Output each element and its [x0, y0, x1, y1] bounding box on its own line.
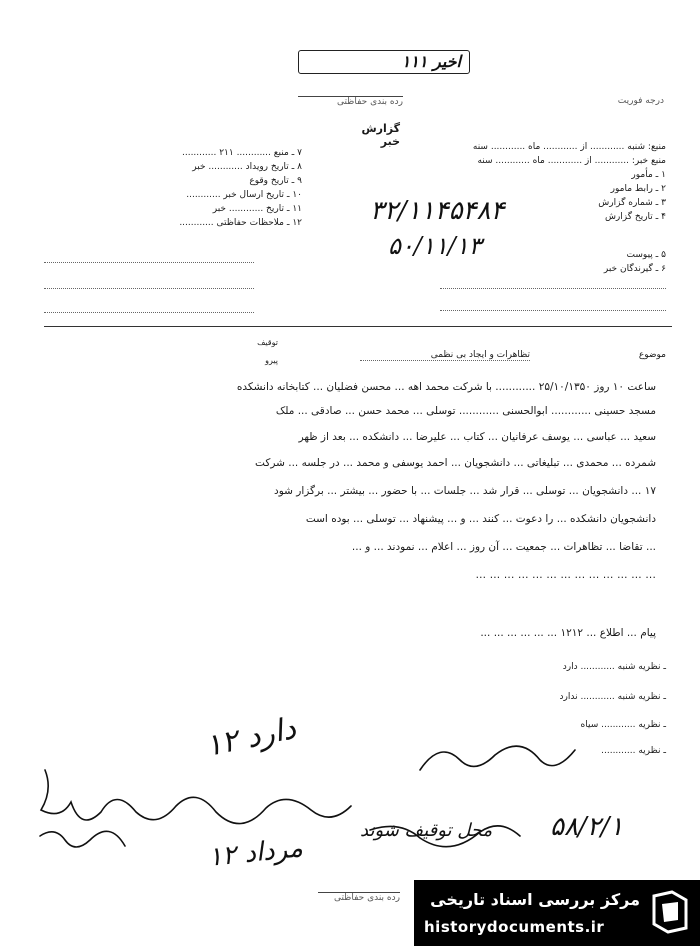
field-left-9: ۹ ـ تاریخ وقوع [249, 176, 302, 186]
field-right-6: ۴ ـ تاریخ گزارش [604, 212, 666, 222]
watermark-block [414, 880, 700, 946]
body-line-5: ۱۷ ... دانشجویان ... توسلی ... قرار شد ... جلسات ... با حضور ... بیشتر ... برگزار شود [274, 485, 656, 497]
scribble-left-margin-2 [40, 831, 125, 847]
field-left-11: ۱۱ ـ تاریخ ............ خبر [212, 204, 302, 214]
body-line-9: پیام ... اطلاع ... ۱۲۱۲ ... ... ... ... ... ... [480, 627, 656, 639]
handwritten-signature-date: ۵۸/۲/۱ [550, 812, 624, 842]
field-left-8: ۸ ـ تاریخ رویداد ............ خبر [192, 162, 302, 172]
degree-label: درجه فوریت [617, 96, 664, 106]
note-2: ـ نظریه شنبه ............ ندارد [559, 692, 666, 702]
handwritten-annotation-bottom-left: مرداد ۱۲ [206, 833, 305, 873]
subject-side-sub: پیرو [265, 356, 278, 365]
scribble-bottom-signature [370, 826, 520, 847]
body-line-7: ... تقاضا ... تظاهرات ... جمعیت ... آن روز ... اعلام ... نمودند ... و ... [351, 541, 656, 553]
bottom-stamp-caption: رده بندی حفاظتی [318, 892, 400, 903]
watermark-url: historydocuments.ir [424, 918, 605, 936]
handwritten-signature-text: محل توقیف شوند [360, 820, 493, 841]
subject-side-label: توقیف [257, 338, 278, 347]
field-right-4: ۲ ـ رابط مامور [610, 184, 666, 194]
scribble-right-signature [420, 746, 575, 770]
field-right-8: ۶ ـ گیرندگان خبر [603, 264, 666, 274]
body-line-8: ... ... ... ... ... ... ... ... ... ... ... ... ... [475, 569, 656, 581]
body-line-6: دانشجویان دانشکده ... را دعوت ... کنند ... و ... پیشنهاد ... توسلی ... بوده است [305, 513, 656, 525]
field-right-2: منبع خبر: ............ از ............ ماه ............ سنه [477, 156, 666, 166]
field-right-3: ۱ ـ مأمور [631, 170, 666, 180]
body-line-2: مسجد حسینی ............ ابوالحسنی ............ توسلی ... محمد حسن ... صادقی ... ملک [275, 405, 656, 417]
handwritten-report-number: ۳۲/۱۱۴۵۴۸۴ [370, 196, 505, 226]
subject-value: تظاهرات و ایجاد بی نظمی [360, 350, 530, 361]
note-4: ـ نظریه ............ [601, 746, 666, 756]
field-left-12: ۱۲ ـ ملاحظات حفاظتی ............ [179, 218, 302, 228]
field-right-1: منبع: شنبه ............ از ............ ماه ............ سنه [472, 142, 666, 152]
field-left-10: ۱۰ ـ تاریخ ارسال خبر ............ [186, 190, 302, 200]
body-line-4: شمرده ... محمدی ... تبلیغاتی ... دانشجویان ... احمد یوسفی و محمد ... در جلسه ... شرکت [255, 457, 656, 469]
top-stamp-mark: اخیر ۱۱۱ [401, 52, 461, 71]
note-1: ـ نظریه شنبه ............ دارد [562, 662, 666, 672]
field-right-5: ۳ ـ شماره گزارش [598, 198, 666, 208]
body-line-1: ساعت ۱۰ روز ۲۵/۱۰/۱۳۵۰ ............ با شرکت محمد اهه ... محسن فضلیان ... کتابخانه دانشکده [236, 381, 656, 393]
body-line-3: سعید ... عباسی ... یوسف عرفانیان ... کتاب ... علیرضا ... دانشکده ... بعد از ظهر [298, 431, 656, 443]
handwritten-report-date: ۵۰/۱۱/۱۳ [388, 232, 482, 260]
top-stamp-caption: رده بندی حفاظتی [298, 96, 403, 107]
note-3: ـ نظریه ............ سیاه [580, 720, 666, 730]
handwritten-annotation-left: دارد ۱۲ [202, 710, 299, 765]
scribble-left-margin [41, 770, 351, 824]
field-right-7: ۵ ـ پیوست [626, 250, 666, 260]
field-left-7: ۷ ـ منبع ............ ۲۱۱ ............ [181, 148, 302, 158]
watermark-title: مرکز بررسی اسناد تاریخی [430, 890, 640, 909]
subject-label: موضوع [638, 350, 666, 360]
document-logo-icon [650, 890, 690, 934]
form-title: گزارش خبر [361, 122, 400, 148]
